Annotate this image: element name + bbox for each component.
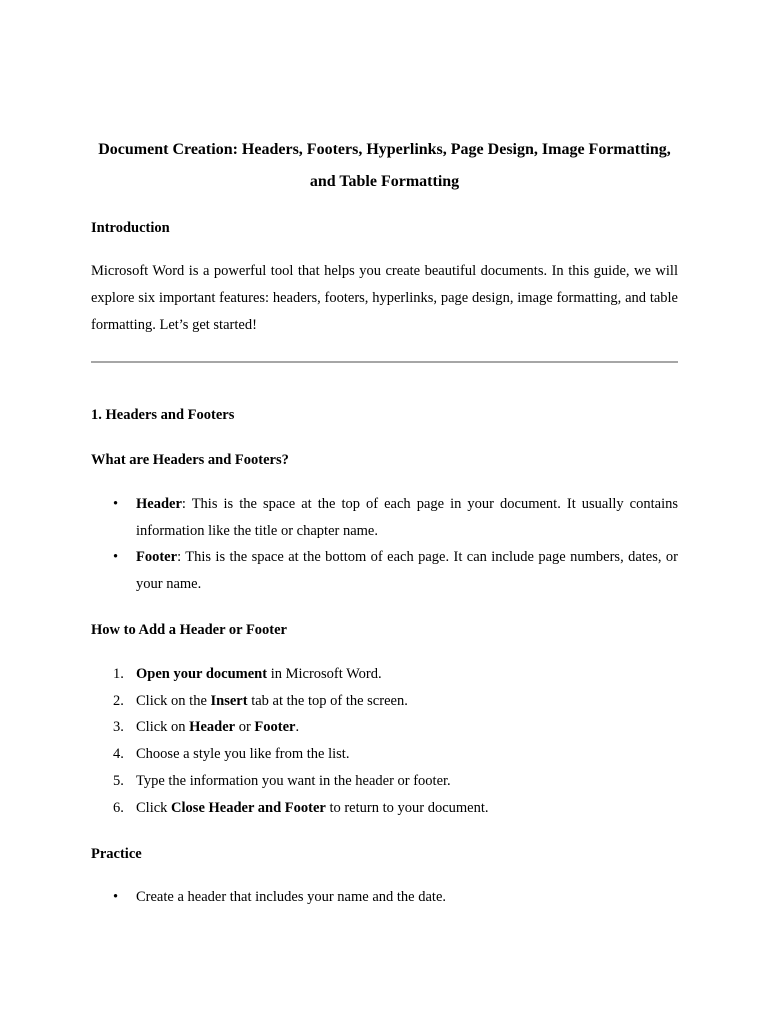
step-number: 2. <box>113 692 124 709</box>
practice-list <box>91 884 678 911</box>
bullet-icon: • <box>113 549 119 566</box>
step-emphasis: Header <box>189 719 236 736</box>
step-text: Click on the <box>136 692 211 709</box>
definition-list <box>91 491 678 598</box>
step-item <box>91 795 678 822</box>
definition-text: : This is the space at the top of each page in your document. It usually contains information like the title or chapter name. <box>136 496 678 539</box>
introduction-heading: Introduction <box>91 220 170 236</box>
step-number: 5. <box>113 772 124 789</box>
list-item <box>91 884 678 911</box>
step-text: tab at the top of the screen. <box>247 692 408 709</box>
step-emphasis: Open your document <box>136 666 268 682</box>
step-text: Choose a style you like from the list. <box>136 746 350 763</box>
step-text: Type the information you want in the header or footer. <box>136 772 451 789</box>
step-item <box>91 741 678 768</box>
step-text: Click on <box>136 719 190 736</box>
introduction-paragraph: Microsoft Word is a powerful tool that helps you create beautiful documents. In this guide, we will explore six important features: headers, footers, hyperlinks, page design, image formatting, and table formatting. Let’s get started! <box>91 263 678 333</box>
step-number: 4. <box>113 746 124 763</box>
step-text: to return to your document. <box>325 799 489 816</box>
document-title: Document Creation: Headers, Footers, Hyperlinks, Page Design, Image Formatting, and Table Formatting <box>98 141 671 190</box>
definition-term: Footer <box>136 549 178 566</box>
step-number: 3. <box>113 719 124 736</box>
step-emphasis: Insert <box>210 692 248 709</box>
step-item <box>91 768 678 795</box>
practice-heading: Practice <box>91 846 142 862</box>
step-text: Click <box>136 799 172 816</box>
definition-term: Header <box>136 496 182 512</box>
step-text: or <box>235 719 255 736</box>
step-number: 6. <box>113 799 124 816</box>
list-item <box>91 544 678 597</box>
step-item <box>91 714 678 741</box>
bullet-icon: • <box>113 889 119 905</box>
definition-text: : This is the space at the bottom of each page. It can include page numbers, dates, or your name. <box>136 549 678 593</box>
practice-item-text: Create a header that includes your name and the date. <box>136 889 447 905</box>
step-item <box>91 661 678 688</box>
horizontal-rule <box>91 361 678 363</box>
step-emphasis: Footer <box>254 719 296 736</box>
how-to-add-heading: How to Add a Header or Footer <box>91 622 287 638</box>
step-item <box>91 688 678 715</box>
bullet-icon: • <box>113 496 119 512</box>
step-number: 1. <box>113 666 124 682</box>
what-are-headers-footers-heading: What are Headers and Footers? <box>91 452 289 468</box>
steps-list <box>91 661 678 821</box>
list-item <box>91 491 678 544</box>
step-text: . <box>295 719 300 736</box>
step-emphasis: Close Header and Footer <box>171 799 326 816</box>
section-1-heading: 1. Headers and Footers <box>91 407 235 423</box>
step-text: in Microsoft Word. <box>267 666 382 682</box>
